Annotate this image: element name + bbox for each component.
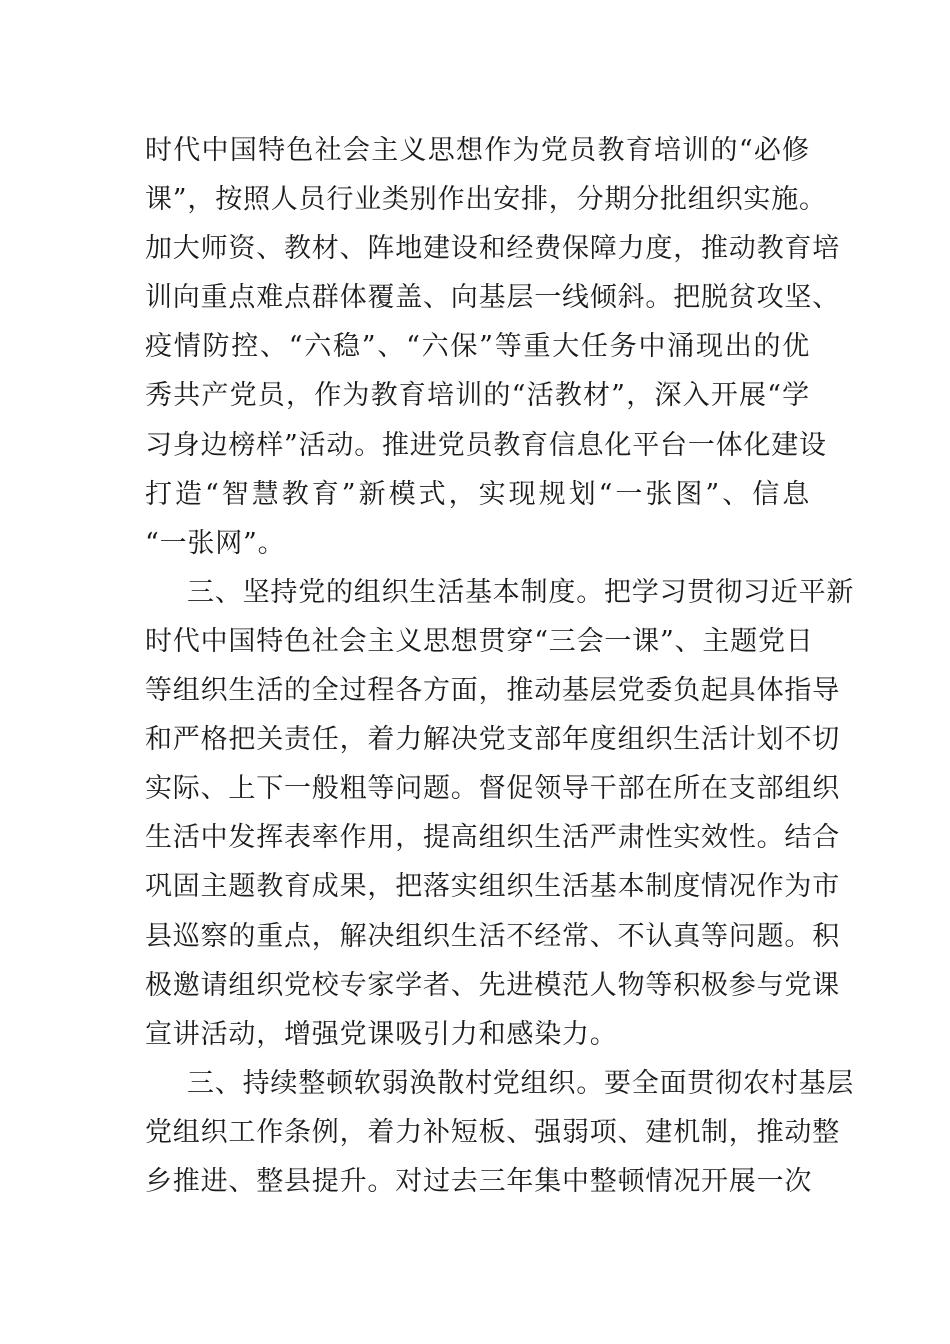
text-line: 生活中发挥表率作用，提高组织生活严肃性实效性。结合 — [145, 822, 840, 854]
text-line: 三、持续整顿软弱涣散村党组织。要全面贯彻农村基层 — [187, 1067, 855, 1099]
text-line: 加大师资、教材、阵地建设和经费保障力度，推动教育培 — [145, 233, 840, 265]
paragraph-2 — [145, 568, 855, 1059]
text-line: 极邀请组织党校专家学者、先进模范人物等积极参与党课 — [145, 969, 840, 1001]
text-line: 打造“智慧教育”新模式，实现规划“一张图”、信息 — [145, 478, 810, 510]
text-line: 实际、上下一般粗等问题。督促领导干部在所在支部组织 — [145, 773, 840, 805]
text-line: 习身边榜样”活动。推进党员教育信息化平台一体化建设 — [145, 429, 827, 461]
text-line: 乡推进、整县提升。对过去三年集中整顿情况开展一次 — [145, 1165, 813, 1197]
text-line: 巩固主题教育成果，把落实组织生活基本制度情况作为市 — [145, 871, 840, 903]
paragraph-3 — [145, 1059, 855, 1206]
text-line: 时代中国特色社会主义思想贯穿“三会一课”、主题党日 — [145, 625, 814, 657]
text-line: 等组织生活的全过程各方面，推动基层党委负起具体指导 — [145, 675, 840, 707]
paragraph-1 — [145, 126, 840, 568]
text-line: 疫情防控、“六稳”、“六保”等重大任务中涌现出的优 — [145, 331, 810, 363]
text-line: “一张网”。 — [145, 527, 286, 559]
text-line: 三、坚持党的组织生活基本制度。把学习贯彻习近平新 — [187, 576, 855, 608]
text-line: 训向重点难点群体覆盖、向基层一线倾斜。把脱贫攻坚、 — [145, 282, 840, 314]
text-line: 县巡察的重点，解决组织生活不经常、不认真等问题。积 — [145, 920, 840, 952]
text-line: 课”，按照人员行业类别作出安排，分期分批组织实施。 — [145, 184, 827, 216]
text-line: 秀共产党员，作为教育培训的“活教材”，深入开展“学 — [145, 380, 810, 412]
text-line: 和严格把关责任，着力解决党支部年度组织生活计划不切 — [145, 724, 840, 756]
body-text — [145, 126, 855, 1206]
text-line: 宣讲活动，增强党课吸引力和感染力。 — [145, 1018, 618, 1050]
text-line: 党组织工作条例，着力补短板、强弱项、建机制，推动整 — [145, 1116, 840, 1148]
text-line: 时代中国特色社会主义思想作为党员教育培训的“必修 — [145, 135, 810, 166]
